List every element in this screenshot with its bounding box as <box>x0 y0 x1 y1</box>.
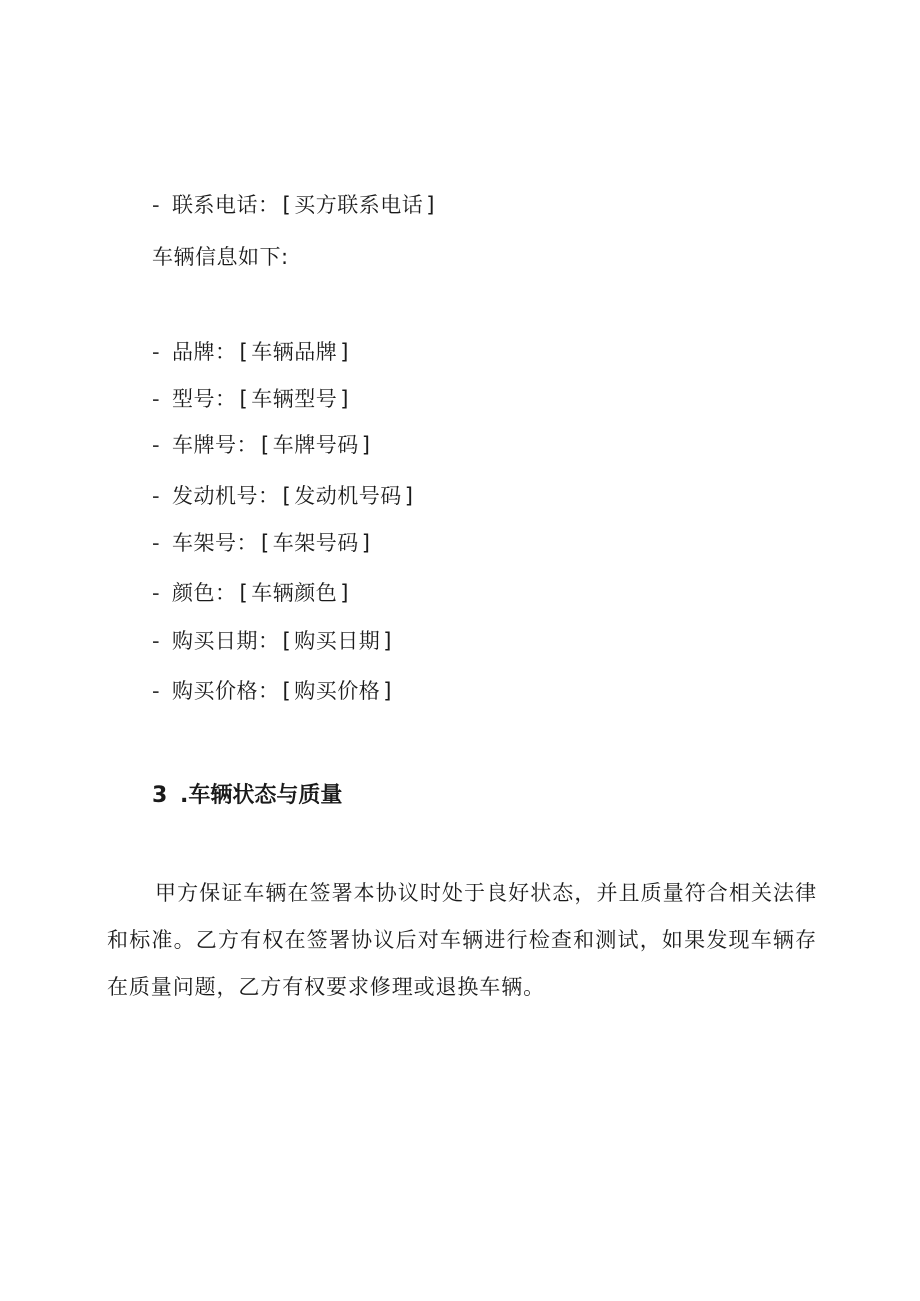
item-placeholder: 发动机号码 <box>294 484 402 508</box>
list-item <box>152 528 373 558</box>
open-bracket: [ <box>282 484 292 508</box>
open-bracket: [ <box>239 340 249 364</box>
close-bracket: ] <box>361 433 371 457</box>
list-item <box>152 578 352 608</box>
section-title: .车辆状态与质量 <box>180 783 343 808</box>
list-dash: - <box>152 531 161 555</box>
close-bracket: ] <box>383 679 392 703</box>
open-bracket: [ <box>239 581 249 605</box>
list-dash: - <box>152 433 161 457</box>
section-heading <box>152 780 342 812</box>
list-item <box>152 384 352 414</box>
list-dash: - <box>152 193 161 217</box>
list-dash: - <box>152 340 161 364</box>
item-placeholder: 购买价格 <box>294 679 381 703</box>
item-placeholder: 车牌号码 <box>272 433 359 457</box>
item-label: 品牌： <box>172 340 237 364</box>
item-placeholder: 车架号码 <box>272 531 359 555</box>
list-dash: - <box>152 387 161 411</box>
close-bracket: ] <box>404 484 414 508</box>
item-label: 发动机号： <box>172 484 280 508</box>
open-bracket: [ <box>282 629 292 653</box>
item-placeholder: 车辆型号 <box>251 387 338 411</box>
item-placeholder: 车辆颜色 <box>251 581 338 605</box>
list-item <box>152 481 416 511</box>
item-label: 购买日期： <box>172 629 280 653</box>
item-label: 购买价格： <box>172 679 280 703</box>
close-bracket: ] <box>426 193 435 217</box>
close-bracket: ] <box>383 629 392 653</box>
item-label: 车架号： <box>172 531 258 555</box>
close-bracket: ] <box>340 340 349 364</box>
list-dash: - <box>152 484 161 508</box>
vehicle-intro: 车辆信息如下: <box>152 245 289 269</box>
item-label: 颜色： <box>172 581 237 605</box>
open-bracket: [ <box>282 679 292 703</box>
open-bracket: [ <box>261 531 270 555</box>
list-dash: - <box>152 679 161 703</box>
item-label: 车牌号： <box>172 433 258 457</box>
contact-line <box>152 190 438 220</box>
section-number: 3 <box>152 783 168 808</box>
list-item <box>152 430 373 460</box>
close-bracket: ] <box>340 387 349 411</box>
list-item <box>152 626 395 656</box>
list-item <box>152 676 395 706</box>
close-bracket: ] <box>361 531 371 555</box>
item-placeholder: 购买日期 <box>294 629 381 653</box>
list-dash: - <box>152 629 161 653</box>
item-placeholder: 车辆品牌 <box>251 340 338 364</box>
close-bracket: ] <box>340 581 349 605</box>
open-bracket: [ <box>261 433 270 457</box>
list-item <box>152 337 352 367</box>
open-bracket: [ <box>239 387 249 411</box>
open-bracket: [ <box>282 193 292 217</box>
contact-label: 联系电话： <box>172 193 280 217</box>
item-label: 型号： <box>172 387 237 411</box>
list-dash: - <box>152 581 161 605</box>
section-body-paragraph: 甲方保证车辆在签署本协议时处于良好状态，并且质量符合相关法律和标准。乙方有权在签署协议后对车辆进行检查和测试，如果发现车辆存在质量问题，乙方有权要求修理或退换车辆。 <box>107 881 817 999</box>
contact-placeholder: 买方联系电话 <box>294 193 424 217</box>
